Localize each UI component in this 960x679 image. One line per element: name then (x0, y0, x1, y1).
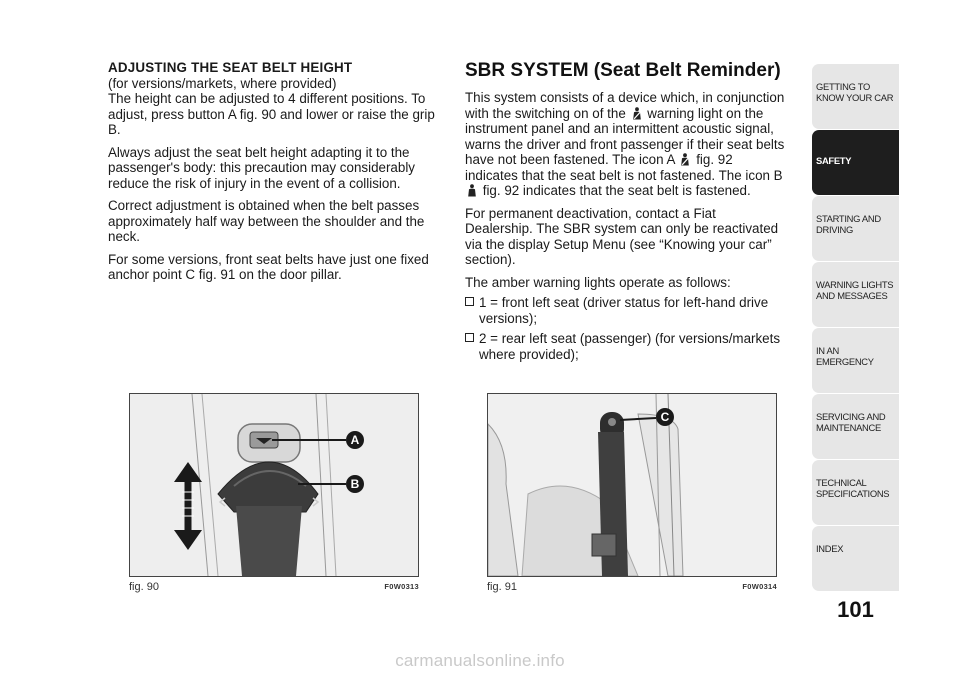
paragraph-amber-lights: The amber warning lights operate as follows: (465, 274, 731, 290)
section-heading-seat-belt-height: ADJUSTING THE SEAT BELT HEIGHT (for versions/markets, where provided) (108, 60, 353, 91)
watermark: carmanualsonline.info (395, 651, 565, 670)
figure-90-seat-belt-height-adjuster (129, 393, 419, 577)
callout-b: B (350, 477, 360, 491)
seatbelt-warning-icon (631, 107, 643, 120)
tab-getting-to-know-your-car[interactable]: GETTING TO KNOW YOUR CAR (812, 64, 899, 129)
paragraph-fixed-anchor: For some versions, front seat belts have just one fixed anchor point C fig. 91 on the door pillar. (108, 251, 429, 282)
tab-technical-specifications[interactable]: TECHNICAL SPECIFICATIONS (812, 460, 899, 525)
section-title-sbr: SBR SYSTEM (Seat Belt Reminder) (465, 60, 781, 81)
paragraph-sbr-description: This system consists of a device which, in conjunction with the switching on of the warning light on the instrument panel and an intermittent acoustic signal, warns the driver and front passenger if their seat belts have not been fastened. The icon A fig. 92 indicates that the seat belt is not fastened. The icon B fig. 92 indicates that the seat belt is fastened. (465, 90, 785, 198)
paragraph-deactivation: For permanent deactivation, contact a Fiat Dealership. The SBR system can only be reactivated via the display Setup Menu (see “Knowing your car” section). (465, 205, 779, 267)
checkbox-bullet-icon (465, 333, 474, 342)
tab-in-an-emergency[interactable]: IN AN EMERGENCY (812, 328, 899, 393)
left-column (108, 60, 438, 290)
paragraph-height-positions: The height can be adjusted to 4 different positions. To adjust, press button A fig. 90 and lower or raise the grip B. (108, 91, 435, 137)
seatbelt-fastened-icon (466, 184, 478, 197)
figure-code: F0W0313 (384, 582, 419, 591)
figure-number: fig. 91 (487, 581, 517, 593)
right-column (465, 60, 787, 367)
page-number: 101 (837, 597, 874, 622)
seatbelt-unfastened-icon (679, 153, 691, 166)
paragraph-adjust-advice: Always adjust the seat belt height adapting it to the passenger's body: this precaution may considerably reduce the risk of injury in the event of a collision. (108, 144, 415, 191)
tab-index[interactable]: INDEX (812, 526, 899, 591)
fixed-anchor-illustration (488, 394, 776, 576)
figure-number: fig. 90 (129, 581, 159, 593)
figure-91-fixed-anchor-point (487, 393, 777, 577)
checkbox-bullet-icon (465, 297, 474, 306)
belt-height-illustration (130, 394, 418, 576)
list-item: 2 = rear left seat (passenger) (for versions/markets where provided); (465, 331, 787, 362)
figure-code: F0W0314 (742, 582, 777, 591)
tab-warning-lights-and-messages[interactable]: WARNING LIGHTS AND MESSAGES (812, 262, 899, 327)
callout-a: A (350, 433, 360, 447)
tab-starting-and-driving[interactable]: STARTING AND DRIVING (812, 196, 899, 261)
callout-c: C (660, 410, 670, 424)
heading-note: (for versions/markets, where provided) (108, 75, 337, 91)
chapter-tabs (812, 64, 899, 592)
list-item: 1 = front left seat (driver status for left-hand drive versions); (465, 295, 787, 326)
tab-safety[interactable]: SAFETY (812, 130, 899, 195)
tab-servicing-and-maintenance[interactable]: SERVICING AND MAINTENANCE (812, 394, 899, 459)
paragraph-correct-adjustment: Correct adjustment is obtained when the belt passes approximately half way between the shoulder and the neck. (108, 198, 425, 244)
